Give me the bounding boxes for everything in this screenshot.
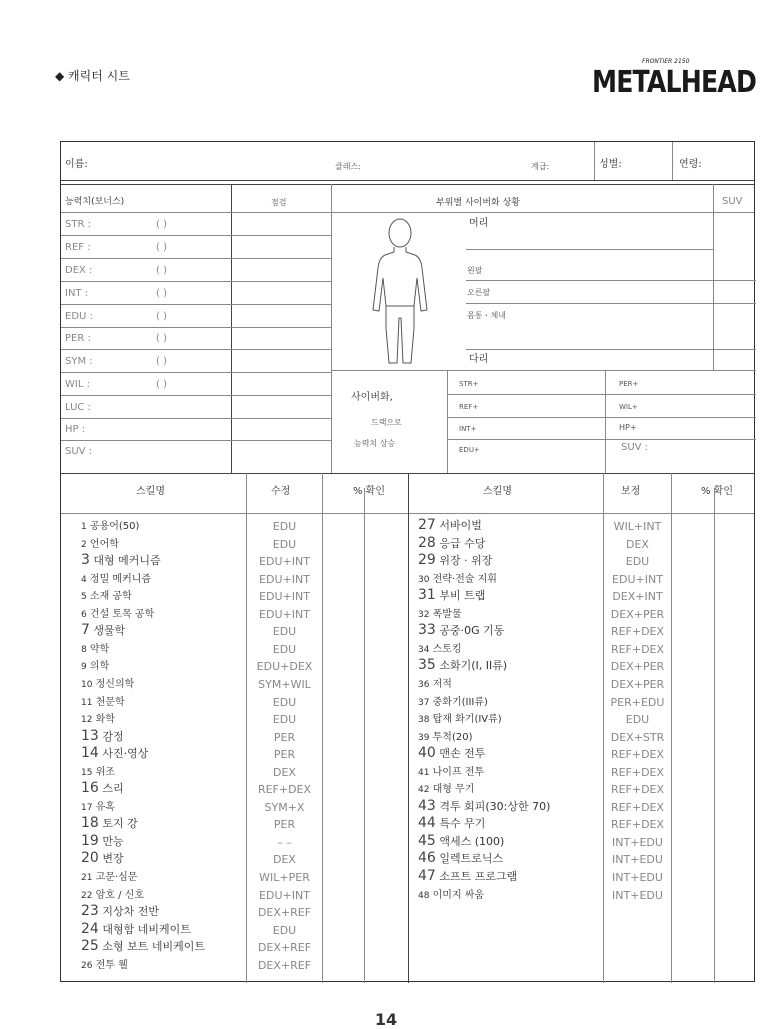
skill-attribute: DEX+INT	[612, 590, 663, 604]
skill-name: 대형 무기	[429, 784, 475, 796]
skill-name: 격투 회피(30:상한 70)	[435, 799, 551, 813]
skill-attribute: REF+DEX	[610, 818, 665, 832]
skill-name: 암호 / 신호	[92, 889, 144, 901]
skill-attribute: EDU+INT	[259, 590, 310, 604]
skill-number: 12	[81, 715, 93, 726]
skill-attribute: SYM+X	[264, 800, 305, 814]
skill-name: 맨손 전투	[435, 747, 486, 761]
skill-number: 44	[418, 815, 436, 832]
skill-attribute: DEX+REF	[257, 958, 312, 972]
skill-name: 소화기(I, II류)	[435, 659, 508, 673]
stat-bonus-paren: ( )	[156, 242, 167, 253]
skill-row	[81, 905, 159, 918]
boost-title-3: 능력치 상승	[354, 439, 396, 448]
points-header: 점검	[271, 198, 287, 207]
skill-number: 31	[418, 587, 436, 604]
skill-attribute: DEX	[273, 765, 296, 779]
skill-attribute: INT+EDU	[612, 835, 663, 849]
boost-suv: SUV :	[621, 442, 649, 453]
skill-number: 11	[81, 697, 93, 708]
skill-row	[81, 609, 154, 621]
skill-name: 생물학	[89, 624, 126, 638]
left-arm-label: 왼팔	[467, 266, 483, 275]
skill-number: 5	[81, 592, 87, 603]
skills-header-pct-left: % 확인	[353, 486, 386, 497]
skill-number: 18	[81, 815, 99, 832]
skill-row	[81, 574, 151, 586]
skill-attribute: EDU	[272, 625, 297, 639]
skill-name: 서바이벌	[435, 519, 482, 532]
skill-number: 30	[418, 574, 430, 585]
stat-label: SUV :	[65, 446, 93, 457]
skill-name: 부비 트랩	[435, 589, 486, 603]
skill-attribute: EDU+INT	[259, 888, 310, 902]
skill-row	[418, 519, 482, 532]
boost-title-2: 드랙으로	[371, 418, 402, 427]
skill-row	[418, 832, 505, 849]
skill-row	[418, 624, 504, 637]
skill-row	[418, 797, 551, 814]
skill-name: 공용어(50)	[86, 521, 140, 532]
skill-row	[418, 554, 492, 567]
skill-row	[418, 534, 486, 551]
skill-name: 약학	[86, 643, 110, 655]
skill-number: 7	[81, 622, 90, 639]
skill-name: 이미지 싸움	[429, 889, 485, 901]
skill-number: 25	[81, 938, 99, 955]
skill-name: 특수 무기	[435, 817, 486, 831]
skill-name: 위장 · 위장	[435, 554, 493, 568]
skill-row	[81, 852, 124, 865]
stat-bonus-paren: ( )	[156, 311, 167, 322]
skill-number: 48	[418, 890, 430, 901]
skills-header-name-left: 스킬명	[136, 486, 165, 497]
skill-number: 27	[418, 517, 436, 533]
skills-header-pct-right: % 확인	[701, 486, 734, 497]
skill-row	[418, 574, 497, 586]
skill-attribute: WIL+PER	[259, 871, 310, 884]
gender-label: 성별:	[599, 159, 622, 170]
skill-attribute: INT+EDU	[612, 888, 663, 902]
skill-attribute: EDU	[272, 642, 297, 656]
skill-attribute: REF+DEX	[610, 783, 665, 797]
skill-row	[418, 870, 517, 883]
skill-name: 일렉트로닉스	[435, 852, 504, 866]
skill-number: 6	[81, 609, 87, 620]
skill-attribute: EDU	[272, 537, 297, 551]
skill-number: 2	[81, 539, 87, 550]
skill-attribute: DEX+PER	[610, 660, 665, 674]
skill-row	[81, 890, 144, 902]
age-label: 연령:	[679, 159, 702, 170]
skill-name: 감정	[98, 729, 124, 743]
skill-number: 35	[418, 657, 436, 674]
skill-attribute: DEX+PER	[610, 677, 665, 691]
skill-attribute: REF+DEX	[610, 800, 665, 814]
class-label: 클래스:	[335, 162, 361, 171]
skill-row	[81, 539, 119, 551]
skill-number: 10	[81, 679, 93, 690]
stat-label: LUC :	[65, 402, 91, 413]
skill-number: 22	[81, 890, 93, 901]
skill-name: 의학	[86, 661, 110, 673]
torso-label: 몸통・체내	[467, 311, 506, 320]
skill-row	[81, 747, 148, 760]
skill-attribute: PER	[273, 818, 296, 832]
skill-row	[81, 679, 134, 691]
stat-label: SYM :	[65, 356, 93, 367]
skill-attribute: DEX+REF	[257, 906, 312, 920]
skill-name: 소재 공학	[86, 591, 132, 603]
skill-name: 토지 강	[98, 817, 138, 831]
skill-row	[81, 714, 115, 726]
skill-name: 스리	[98, 782, 124, 796]
stat-label: REF :	[65, 242, 91, 253]
skill-row	[81, 591, 132, 603]
skill-number: 34	[418, 644, 430, 655]
skill-name: 유혹	[92, 801, 115, 813]
skills-header-mod-right: 보정	[621, 486, 641, 497]
skill-row	[81, 521, 139, 533]
skill-name: 대형함 네비케이트	[98, 922, 191, 936]
skill-number: 39	[418, 732, 430, 743]
skill-row	[418, 589, 485, 602]
skill-name: 나이프 전투	[429, 766, 485, 778]
skill-attribute: EDU	[625, 555, 650, 569]
skill-name: 전략·전술 지휘	[429, 573, 497, 585]
skill-name: 건설 토목 공학	[86, 608, 155, 620]
boost-hp: HP+	[619, 423, 637, 432]
metalhead-logo	[590, 52, 760, 102]
skill-row	[418, 714, 502, 726]
skill-attribute: DEX+REF	[257, 941, 312, 955]
skill-row	[418, 784, 474, 796]
skill-name: 사진·영상	[98, 747, 149, 761]
skill-number: 37	[418, 697, 430, 708]
skill-name: 폭발물	[429, 608, 462, 620]
skill-row	[81, 872, 137, 884]
skill-name: 응급 수당	[435, 536, 486, 550]
skill-attribute: EDU	[272, 923, 297, 937]
skill-name: 변장	[98, 852, 124, 866]
skill-name: 화학	[92, 714, 115, 726]
skill-row	[418, 679, 452, 691]
skill-name: 정밀 메커니즘	[86, 573, 152, 585]
skill-attribute: DEX+PER	[610, 607, 665, 621]
skill-number: 8	[81, 644, 87, 655]
skill-number: 19	[81, 832, 99, 849]
skill-name: 언어학	[86, 538, 119, 550]
skill-number: 36	[418, 679, 430, 690]
skill-attribute: EDU	[272, 520, 297, 533]
skill-number: 32	[418, 609, 430, 620]
skill-attribute: EDU+INT	[259, 572, 310, 586]
stat-label: PER :	[65, 333, 91, 344]
skill-number: 26	[81, 960, 93, 971]
skill-row	[81, 940, 205, 953]
skill-number: 24	[81, 920, 99, 937]
boost-edu: EDU+	[459, 446, 480, 454]
skill-attribute: EDU	[625, 713, 650, 727]
skill-number: 23	[81, 903, 99, 920]
skill-number: 46	[418, 850, 436, 867]
skill-attribute: EDU+DEX	[256, 660, 313, 674]
stat-label: EDU :	[65, 311, 93, 322]
stat-label: WIL :	[65, 379, 90, 390]
head-label: 머리	[469, 218, 489, 229]
skill-attribute: EDU	[272, 713, 297, 727]
stat-bonus-paren: ( )	[156, 219, 167, 230]
skills-header-mod-left: 수정	[271, 486, 291, 497]
skill-name: 천문학	[92, 696, 125, 708]
skill-name: 중화기(III류)	[429, 696, 488, 708]
skill-row	[81, 802, 115, 814]
stat-label: HP :	[65, 424, 86, 435]
skill-attribute: EDU+INT	[612, 572, 663, 586]
skill-attribute: REF+DEX	[610, 748, 665, 762]
skill-row	[81, 554, 161, 567]
rank-label: 계급:	[531, 162, 550, 171]
legs-label: 다리	[469, 354, 489, 365]
skill-row	[81, 697, 125, 709]
boost-str: STR+	[459, 380, 479, 388]
logo-text: METALHEAD	[592, 65, 757, 100]
suv-header: SUV	[722, 196, 743, 207]
stat-label: DEX :	[65, 265, 93, 276]
skill-number: 38	[418, 715, 430, 726]
skill-number: 20	[81, 850, 99, 867]
skill-attribute: DEX	[626, 537, 649, 551]
skill-number: 3	[81, 552, 90, 569]
boost-wil: WIL+	[619, 403, 638, 411]
skill-number: 33	[418, 622, 436, 639]
right-arm-label: 오른팔	[467, 288, 491, 297]
skill-row	[418, 890, 484, 902]
skill-row	[81, 661, 109, 673]
skill-row	[418, 697, 488, 709]
skill-attribute: – –	[277, 835, 292, 849]
skill-number: 16	[81, 780, 99, 797]
skill-number: 15	[81, 767, 93, 778]
skill-name: 소형 보트 네비케이트	[98, 940, 205, 954]
skill-name: 소프트 프로그램	[435, 870, 518, 883]
stat-bonus-paren: ( )	[156, 265, 167, 276]
stat-label: STR :	[65, 219, 91, 230]
stat-bonus-paren: ( )	[156, 288, 167, 299]
skill-attribute: PER	[273, 748, 296, 762]
skill-number: 45	[418, 832, 436, 849]
skill-number: 43	[418, 797, 436, 814]
skill-name: 정신의학	[92, 678, 135, 690]
skill-attribute: EDU	[272, 695, 297, 709]
skill-row	[81, 727, 124, 744]
skill-row	[418, 609, 462, 621]
name-label: 이름:	[65, 159, 88, 170]
skill-attribute: REF+DEX	[610, 625, 665, 639]
skill-row	[418, 852, 503, 865]
skill-name: 대형 메커니즘	[89, 554, 161, 568]
skill-attribute: EDU+INT	[259, 555, 310, 569]
skill-name: 스토킹	[429, 643, 462, 655]
skill-row	[418, 817, 485, 830]
stats-header: 능력치(보너스)	[65, 197, 125, 207]
skill-number: 47	[418, 868, 436, 884]
skill-attribute: EDU+INT	[259, 607, 310, 621]
stat-bonus-paren: ( )	[156, 333, 167, 344]
skill-number: 17	[81, 802, 93, 813]
logo-subtitle: FRONTIER 2150	[642, 58, 690, 65]
stat-bonus-paren: ( )	[156, 356, 167, 367]
skill-attribute: WIL+INT	[613, 520, 662, 533]
skill-name: 지상차 전반	[98, 905, 159, 919]
stat-bonus-paren: ( )	[156, 379, 167, 390]
skill-number: 28	[418, 534, 436, 551]
skill-attribute: REF+DEX	[610, 765, 665, 779]
skill-number: 4	[81, 574, 87, 585]
skill-number: 42	[418, 785, 430, 796]
skill-attribute: SYM+WIL	[258, 677, 311, 691]
boost-ref: REF+	[459, 403, 479, 411]
skill-row	[81, 767, 115, 779]
skill-name: 고문·심문	[92, 872, 138, 883]
boost-title-1: 사이버화,	[351, 392, 393, 403]
skill-row	[418, 732, 472, 744]
skill-attribute: INT+EDU	[612, 853, 663, 867]
skill-number: 29	[418, 552, 436, 569]
boost-int: INT+	[459, 425, 477, 433]
boost-per: PER+	[619, 380, 639, 388]
skill-row	[81, 644, 109, 656]
skill-name: 공중·0G 기동	[435, 624, 505, 638]
skill-name: 저적	[429, 678, 452, 690]
skills-header-name-right: 스킬명	[483, 486, 512, 497]
skill-number: 9	[81, 662, 87, 673]
skill-name: 탑재 화기(IV류)	[429, 714, 502, 726]
skill-attribute: INT+EDU	[612, 871, 663, 884]
skill-attribute: PER+EDU	[610, 695, 665, 709]
skill-attribute: REF+DEX	[257, 783, 312, 797]
skill-row	[81, 817, 138, 830]
skill-row	[81, 920, 191, 937]
skill-number: 40	[418, 745, 436, 762]
character-sheet	[60, 141, 755, 982]
cyber-header: 부위별 사이버화 상황	[436, 198, 520, 208]
skill-attribute: REF+DEX	[610, 642, 665, 656]
skill-number: 41	[418, 767, 430, 778]
skill-row	[81, 960, 128, 972]
skill-row	[418, 644, 462, 656]
skill-attribute: DEX	[273, 853, 296, 867]
skill-name: 투척(20)	[429, 731, 473, 743]
skill-attribute: DEX+STR	[610, 730, 665, 744]
skill-name: 전투 웰	[92, 959, 128, 971]
page-number: 14	[374, 1010, 398, 1029]
skill-number: 1	[81, 522, 87, 532]
skill-row	[418, 767, 484, 779]
skill-name: 만능	[98, 834, 124, 848]
skill-row	[418, 659, 507, 672]
skill-number: 13	[81, 727, 99, 744]
skill-row	[81, 782, 124, 795]
skill-row	[81, 624, 125, 637]
stat-label: INT :	[65, 288, 89, 299]
skill-number: 14	[81, 745, 99, 762]
body-figure-icon	[361, 218, 441, 366]
page-title: ◆ 캐릭터 시트	[55, 69, 130, 83]
skill-row	[81, 832, 124, 849]
skill-name: 위조	[92, 766, 115, 778]
skill-name: 액세스 (100)	[435, 834, 505, 848]
skill-row	[418, 747, 485, 760]
skill-attribute: PER	[273, 730, 296, 744]
skill-number: 21	[81, 873, 93, 883]
